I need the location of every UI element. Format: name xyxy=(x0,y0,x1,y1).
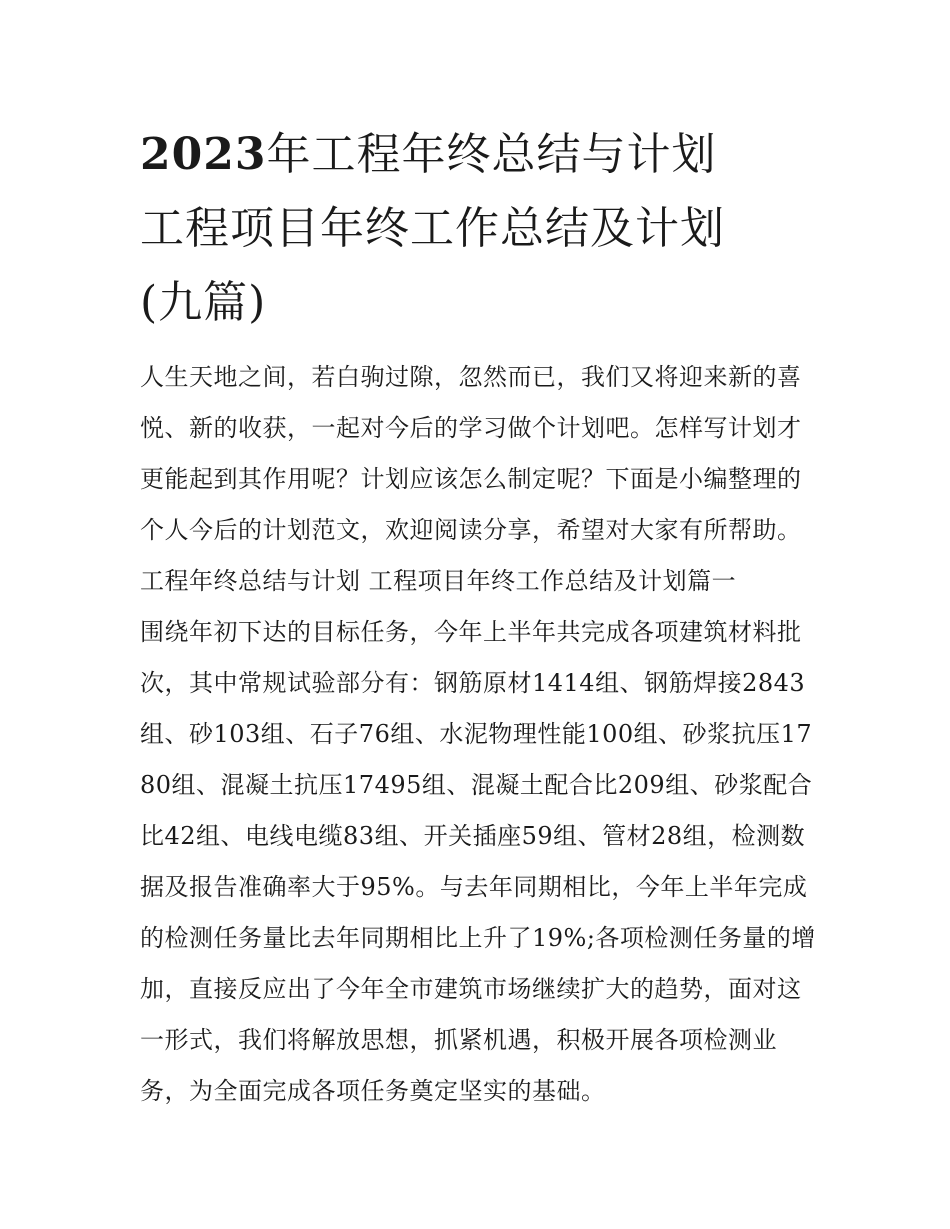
title-line-2: 工程项目年终工作总结及计划 xyxy=(140,203,725,254)
body-paragraph: 围绕年初下达的目标任务，今年上半年共完成各项建筑材料批次，其中常规试验部分有：钢筋原材1414组、钢筋焊接2843组、砂103组、石子76组、水泥物理性能100组、砂浆抗压1780组、混凝土抗压17495组、混凝土配合比209组、砂浆配合比42组、电线电缆83组、开关插座59组、管材28组，检测数据及报告准确率大于95%。与去年同期相比，今年上半年完成的检测任务量比去年同期相比上升了19%;各项检测任务量的增加，直接反应出了今年全市建筑市场继续扩大的趋势，面对这一形式，我们将解放思想，抓紧机遇，积极开展各项检测业务，为全面完成各项任务奠定坚实的基础。 xyxy=(140,618,816,1105)
document-page xyxy=(140,118,820,1117)
title-line-3: (九篇) xyxy=(140,277,267,328)
title-line-1 xyxy=(140,118,820,192)
title-line-1-text: 年工程年终总结与计划 xyxy=(266,129,717,180)
document-body xyxy=(140,352,820,1117)
section-heading: 工程年终总结与计划 工程项目年终工作总结及计划篇一 xyxy=(140,567,737,595)
intro-paragraph: 人生天地之间，若白驹过隙，忽然而已，我们又将迎来新的喜悦、新的收获，一起对今后的学习做个计划吧。怎样写计划才更能起到其作用呢？计划应该怎么制定呢？下面是小编整理的个人今后的计划范文，欢迎阅读分享，希望对大家有所帮助。 xyxy=(140,363,802,544)
document-title xyxy=(140,118,820,340)
title-year: 2023 xyxy=(140,129,267,180)
